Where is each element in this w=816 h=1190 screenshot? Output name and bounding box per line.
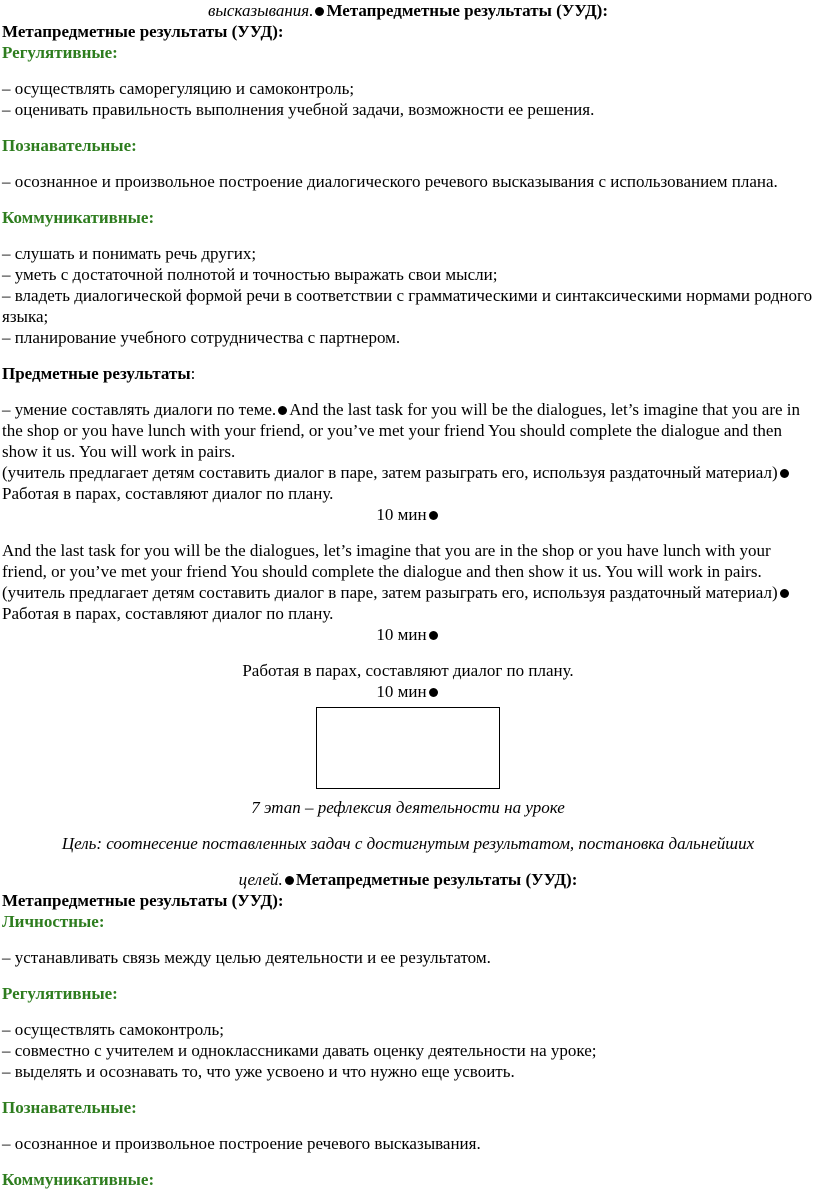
- top-bold: Метапредметные результаты (УУД):: [326, 1, 608, 20]
- subject-colon: :: [190, 364, 196, 383]
- meta-heading-2: Метапредметные результаты (УУД):: [2, 891, 284, 910]
- reg-label-2: Регулятивные:: [2, 984, 118, 1003]
- repeat-time-value: 10 мин: [376, 625, 427, 644]
- list-item: – оценивать правильность выполнения учебной задачи, возможности ее решения.: [2, 100, 595, 119]
- list-item: – выделять и осознавать то, что уже усвоено и что нужно еще усвоить.: [2, 1062, 515, 1081]
- teacher-b: Работая в парах, составляют диалог по плану.: [2, 484, 334, 503]
- repeat-teacher-paragraph: [2, 582, 814, 624]
- komm-list: [2, 243, 814, 348]
- bullet-dot-icon: [780, 469, 789, 478]
- time-value: 10 мин: [376, 505, 427, 524]
- reg-list: [2, 78, 814, 120]
- pairs-text: Работая в парах, составляют диалог по плану.: [242, 661, 574, 680]
- list-item: – уметь с достаточной полнотой и точностью выражать свои мысли;: [2, 265, 498, 284]
- teacher-paragraph: [2, 462, 814, 504]
- list-item: – планирование учебного сотрудничества с партнером.: [2, 328, 401, 347]
- bullet-dot-icon: [285, 876, 294, 885]
- repeat-time-line: [2, 624, 814, 645]
- stage7-bold: Метапредметные результаты (УУД):: [295, 870, 578, 889]
- bullet-dot-icon: [429, 688, 438, 697]
- komm-label: Коммуникативные:: [2, 208, 155, 227]
- pairs-time-value: 10 мин: [376, 682, 427, 701]
- reg-list-2: [2, 1019, 814, 1082]
- pozn-label: Познавательные:: [2, 136, 137, 155]
- pozn-label-2: Познавательные:: [2, 1098, 137, 1117]
- list-item: – владеть диалогической формой речи в соответствии с грамматическими и синтаксическими нормами родного языка;: [2, 286, 813, 326]
- subject-heading: [2, 363, 814, 384]
- pozn-text-2: – осознанное и произвольное построение речевого высказывания.: [2, 1134, 481, 1153]
- top-line: [2, 0, 814, 21]
- subject-label: Предметные результаты: [2, 364, 191, 383]
- top-italic: высказывания.: [207, 1, 314, 20]
- teacher-a: (учитель предлагает детям составить диалог в паре, затем разыграть его, используя раздаточный материал): [2, 463, 778, 482]
- bullet-dot-icon: [278, 406, 287, 415]
- time-line: [2, 504, 814, 525]
- bullet-dot-icon: [429, 631, 438, 640]
- list-item: – осуществлять саморегуляцию и самоконтроль;: [2, 79, 355, 98]
- bullet-dot-icon: [429, 511, 438, 520]
- stage7-title: 7 этап – рефлексия деятельности на уроке: [251, 798, 565, 817]
- repeat-english: And the last task for you will be the dialogues, let’s imagine that you are in the shop or you have lunch with your friend, or you’ve met your friend You should complete the dialogue and then show it us. You will work in pairs.: [2, 541, 771, 581]
- lich-label: Личностные:: [2, 912, 105, 931]
- reg-label: Регулятивные:: [2, 43, 118, 62]
- pozn-text: – осознанное и произвольное построение диалогического речевого высказывания с использованием плана.: [2, 172, 778, 191]
- list-item: – слушать и понимать речь других;: [2, 244, 257, 263]
- list-item: – совместно с учителем и одноклассниками давать оценку деятельности на уроке;: [2, 1041, 597, 1060]
- list-item: – осуществлять самоконтроль;: [2, 1020, 224, 1039]
- subject-line-a: – умение составлять диалоги по теме.: [2, 400, 277, 419]
- stage7-goal: Цель: соотнесение поставленных задач с достигнутым результатом, постановка дальнейших: [61, 834, 755, 853]
- meta-heading: Метапредметные результаты (УУД):: [2, 22, 284, 41]
- empty-frame: [316, 707, 500, 789]
- lich-text: – устанавливать связь между целью деятельности и ее результатом.: [2, 948, 491, 967]
- repeat-teacher-b: Работая в парах, составляют диалог по плану.: [2, 604, 334, 623]
- subject-line-b: And the last task for you will be the dialogues, let’s imagine that you are in the shop or you have lunch with your friend, or you’ve met your friend You should complete the dialogue and then show it us. You will work in pairs.: [2, 400, 801, 461]
- subject-paragraph: [2, 399, 814, 462]
- stage7-goal-end: целей.: [238, 870, 283, 889]
- komm-label-2: Коммуникативные:: [2, 1170, 155, 1189]
- pairs-time-line: [2, 681, 814, 702]
- bullet-dot-icon: [315, 7, 324, 16]
- stage7-goal-end-line: [2, 869, 814, 890]
- repeat-teacher-a: (учитель предлагает детям составить диалог в паре, затем разыграть его, используя раздаточный материал): [2, 583, 778, 602]
- bullet-dot-icon: [780, 589, 789, 598]
